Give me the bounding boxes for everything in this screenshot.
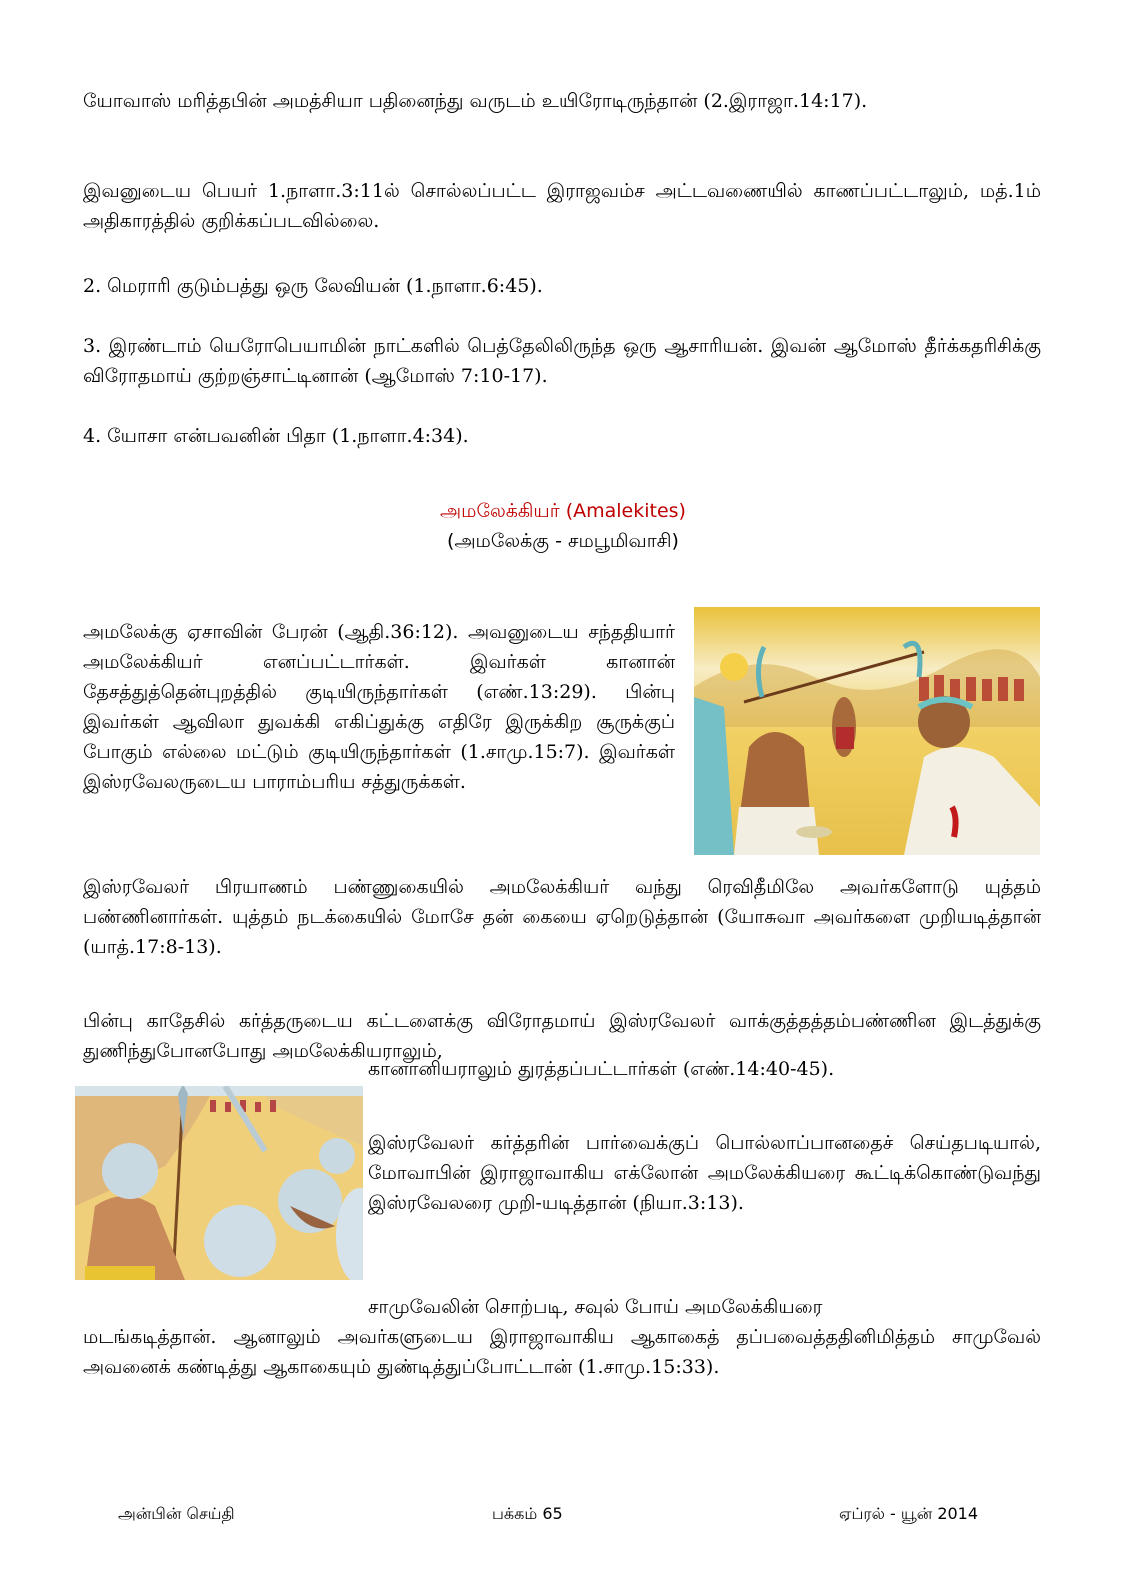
paragraph-item-4: 4. யோசா என்பவனின் பிதா (1.நாளா.4:34).: [83, 425, 469, 447]
paragraph-item-3: 3. இரண்டாம் யெரோபெயாமின் நாட்களில் பெத்தேலிலிருந்த ஒரு ஆசாரியன். இவன் ஆமோஸ் தீர்க்கதரிசிக்கு விரோதமாய் குற்றஞ்சாட்டினான் (ஆமோஸ் 7:10-17).: [83, 335, 1041, 387]
soldiers-illustration: [75, 1086, 363, 1280]
paragraph-amalek-origin: அமலேக்கு ஏசாவின் பேரன் (ஆதி.36:12). அவனுடைய சந்ததியார் அமலேக்கியர் எனப்பட்டார்கள். இவர்கள் கானான் தேசத்துத்தென்புறத்தில் குடியிருந்தார்கள் (எண்.13:29). பின்பு இவர்கள் ஆவிலா துவக்கி எகிப்துக்கு எதிரே இருக்கிற சூருக்குப் போகும் எல்லை மட்டும் குடியிருந்தார்கள் (1.சாமு.15:7). இவர்கள் இஸ்ரவேலருடைய பாராம்பரிய சத்துருக்கள்.: [83, 621, 675, 793]
footer-date: ஏப்ரல் - யூன் 2014: [839, 1504, 979, 1523]
paragraph-genealogy: இவனுடைய பெயர் 1.நாளா.3:11ல் சொல்லப்பட்ட இராஜவம்ச அட்டவணையில் காணப்பட்டாலும், மத்.1ம் அதிகாரத்தில் குறிக்கப்படவில்லை.: [83, 180, 1041, 232]
paragraph-rephidim: இஸ்ரவேலர் பிரயாணம் பண்ணுகையில் அமலேக்கியர் வந்து ரெவிதீமிலே அவர்களோடு யுத்தம் பண்ணினார்கள். யுத்தம் நடக்கையில் மோசே தன் கையை ஏறெடுத்தான் (யோசுவா அவர்களை முறியடித்தான் (யாத்.17:8-13).: [83, 876, 1041, 958]
paragraph-kadesh-cont: கானானியராலும் துரத்தப்பட்டார்கள் (எண்.14:40-45).: [368, 1058, 835, 1080]
paragraph-saul-start: சாமுவேலின் சொற்படி, சவுல் போய் அமலேக்கியரை: [368, 1296, 823, 1318]
paragraph-eglon: இஸ்ரவேலர் கர்த்தரின் பார்வைக்குப் பொல்லாப்பானதைச் செய்தபடியால், மோவாபின் இராஜாவாகிய எக்லோன் அமலேக்கியரை கூட்டிக்கொண்டுவந்து இஸ்ரவேலரை முறி-யடித்தான் (நியா.3:13).: [368, 1132, 1041, 1214]
section-subtitle: (அமலேக்கு - சமபூமிவாசி): [447, 530, 679, 552]
paragraph-kadesh: பின்பு காதேசில் கர்த்தருடைய கட்டளைக்கு விரோதமாய் இஸ்ரவேலர் வாக்குத்தத்தம்பண்ணின இடத்துக்கு துணிந்துபோனபோது அமலேக்கியராலும்,: [83, 1010, 1041, 1062]
paragraph-amaziah: யோவாஸ் மரித்தபின் அமத்சியா பதினைந்து வருடம் உயிரோடிருந்தான் (2.இராஜா.14:17).: [83, 90, 868, 112]
section-title: அமலேக்கியர் (Amalekites): [440, 500, 686, 522]
footer-publication: அன்பின் செய்தி: [118, 1504, 235, 1523]
footer-page-number: பக்கம் 65: [492, 1504, 563, 1523]
paragraph-saul: மடங்கடித்தான். ஆனாலும் அவர்களுடைய இராஜாவாகிய ஆகாகைத் தப்பவைத்ததினிமித்தம் சாமுவேல் அவனைக் கண்டித்து ஆகாகையும் துண்டித்துப்போட்டான் (1.சாமு.15:33).: [83, 1326, 1041, 1378]
paragraph-item-2: 2. மெராரி குடும்பத்து ஒரு லேவியன் (1.நாளா.6:45).: [83, 275, 543, 297]
battle-illustration: [694, 607, 1040, 855]
